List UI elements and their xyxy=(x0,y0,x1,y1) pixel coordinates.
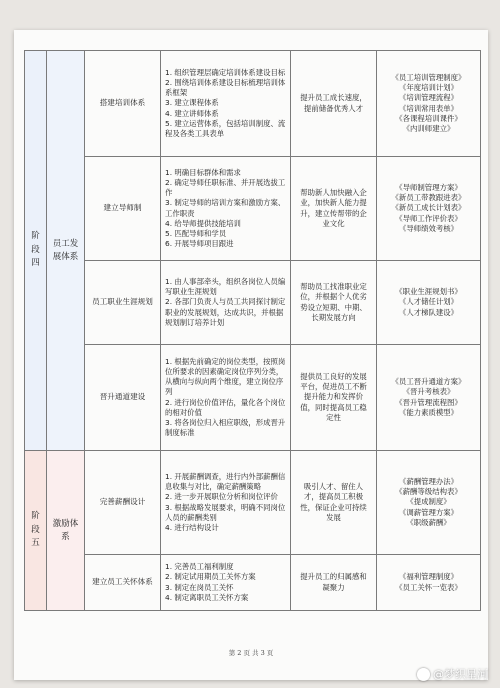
content-step: 2. 制定试用期员工关怀方案 xyxy=(165,572,256,582)
table-row xyxy=(25,157,481,261)
output-document: 《员工关怀一览表》 xyxy=(395,582,462,592)
content-step: 3. 制定导师的培训方案和激励方案、工作职责 xyxy=(165,198,286,218)
content-step: 2. 进行岗位价值评估，量化各个岗位的相对价值 xyxy=(165,397,286,417)
content-step: 4. 建立讲师体系 xyxy=(165,108,219,118)
content-step: 4. 制定离职员工关怀方案 xyxy=(165,592,249,602)
content-step: 3. 制定在岗员工关怀 xyxy=(165,582,234,592)
output-document: 《职级薪酬》 xyxy=(406,517,451,527)
output-document: 《晋升管理流程图》 xyxy=(395,397,462,407)
system-cell: 激励体系 xyxy=(47,451,85,611)
goal-cell: 提供员工良好的发展平台，促进员工不断提升能力和发挥价值，同时提高员工稳定性 xyxy=(291,345,377,451)
stage-cell: 阶段五 xyxy=(25,451,47,611)
output-cell xyxy=(377,261,481,345)
output-document: 《导师制管理方案》 xyxy=(395,182,462,192)
hr-plan-table xyxy=(24,50,481,611)
table-row xyxy=(25,451,481,555)
content-cell xyxy=(161,51,291,157)
stage-cell: 阶段四 xyxy=(25,51,47,451)
content-step: 6. 开展导师项目跟进 xyxy=(165,239,234,249)
content-cell xyxy=(161,451,291,555)
module-cell: 完善薪酬设计 xyxy=(85,451,161,555)
output-cell xyxy=(377,51,481,157)
output-document: 《提成制度》 xyxy=(406,497,451,507)
module-cell: 员工职业生涯规划 xyxy=(85,261,161,345)
output-cell xyxy=(377,451,481,555)
system-cell: 员工发展体系 xyxy=(47,51,85,451)
content-step: 1. 完善员工福利制度 xyxy=(165,562,234,572)
module-cell: 搭建培训体系 xyxy=(85,51,161,157)
table-body xyxy=(25,51,481,611)
output-document: 《内训师建立》 xyxy=(402,123,455,133)
content-step: 5. 建立运营体系，包括培训制度、流程及各类工具表单 xyxy=(165,118,286,139)
output-document: 《培训管理流程》 xyxy=(398,93,459,103)
output-document: 《员工培训管理制度》 xyxy=(391,72,466,82)
output-document: 《新员工成长计划表》 xyxy=(391,203,466,213)
content-step: 2. 确定导师任职标准、并开展选拔工作 xyxy=(165,177,286,198)
table-row xyxy=(25,51,481,157)
content-cell xyxy=(161,345,291,451)
output-document: 《新员工带教跟进表》 xyxy=(391,193,466,203)
watermark-logo-icon xyxy=(417,668,430,681)
goal-cell: 提升员工成长速度，提前储备优秀人才 xyxy=(291,51,377,157)
content-step: 3. 根据战略发展要求，明确不同岗位人员的薪酬类别 xyxy=(165,502,286,522)
table-row xyxy=(25,261,481,345)
content-cell xyxy=(161,261,291,345)
output-document: 《人才储任计划》 xyxy=(398,297,459,307)
goal-cell: 帮助员工找准职业定位，并根据个人优劣势设立短期、中期、长期发展方向 xyxy=(291,261,377,345)
output-document: 《福利管理制度》 xyxy=(398,572,459,582)
output-cell xyxy=(377,555,481,611)
goal-cell: 帮助新人加快融入企业，加快新人能力提升，建立传帮带的企业文化 xyxy=(291,157,377,261)
content-step: 1. 由人事部牵头，组织各岗位人员编写职业生涯规划 xyxy=(165,276,286,297)
output-document: 《薪酬管理办法》 xyxy=(398,476,459,486)
page-footer: 第 2 页 共 3 页 xyxy=(228,649,274,657)
content-step: 1. 开展薪酬调查，进行内外部薪酬信息收集与对比，确定薪酬策略 xyxy=(165,471,286,492)
output-document: 《薪酬等级结构表》 xyxy=(395,487,462,497)
content-step: 2. 进一步开展职位分析和岗位评价 xyxy=(165,492,278,502)
content-step: 1. 根据先前确定的岗位类型，按照岗位所要求的因素确定岗位序列分类，从横向与纵向两个维度，建立岗位序列 xyxy=(165,356,286,397)
output-document: 《职业生涯规划书》 xyxy=(395,287,462,297)
output-document: 《导师绩效考核》 xyxy=(398,223,459,233)
watermark xyxy=(417,666,488,682)
output-document: 《人才梯队建设》 xyxy=(398,307,459,317)
output-document: 《调薪管理方案》 xyxy=(398,507,459,517)
content-step: 3. 将各岗位归入相应职级，形成晋升制度标准 xyxy=(165,417,286,438)
watermark-text: @梦织星河 xyxy=(433,668,488,681)
content-step: 3. 建立课程体系 xyxy=(165,98,219,108)
table-row xyxy=(25,555,481,611)
goal-cell: 提升员工的归属感和凝聚力 xyxy=(291,555,377,611)
content-step: 2. 各部门负责人与员工共同探讨制定职业的发展规划，达成共识，并根据规划制订培养计划 xyxy=(165,297,286,327)
output-cell xyxy=(377,345,481,451)
module-cell: 建立导师制 xyxy=(85,157,161,261)
output-document: 《员工晋升通道方案》 xyxy=(391,377,466,387)
content-step: 1. 明确目标群体和需求 xyxy=(165,167,241,177)
content-cell xyxy=(161,555,291,611)
content-cell xyxy=(161,157,291,261)
content-step: 4. 给导师提供技能培训 xyxy=(165,218,241,228)
output-cell xyxy=(377,157,481,261)
document-page xyxy=(14,30,488,680)
goal-cell: 吸引人才、留住人才，提高员工积极性，保证企业可持续发展 xyxy=(291,451,377,555)
output-document: 《晋升考核表》 xyxy=(402,387,455,397)
output-document: 《导师工作评价表》 xyxy=(395,213,462,223)
output-document: 《能力素质模型》 xyxy=(398,407,459,417)
module-cell: 晋升通道建设 xyxy=(85,345,161,451)
content-step: 5. 匹配导师和学员 xyxy=(165,228,227,238)
table-row xyxy=(25,345,481,451)
output-document: 《年度培训计划》 xyxy=(398,83,459,93)
content-step: 1. 组织管理层确定培训体系建设目标 xyxy=(165,67,286,77)
output-document: 《各课程培训课件》 xyxy=(395,113,462,123)
module-cell: 建立员工关怀体系 xyxy=(85,555,161,611)
output-document: 《培训常用表单》 xyxy=(398,103,459,113)
content-step: 4. 进行结构设计 xyxy=(165,522,219,532)
content-step: 2. 围绕培训体系建设目标梳理培训体系框架 xyxy=(165,77,286,98)
